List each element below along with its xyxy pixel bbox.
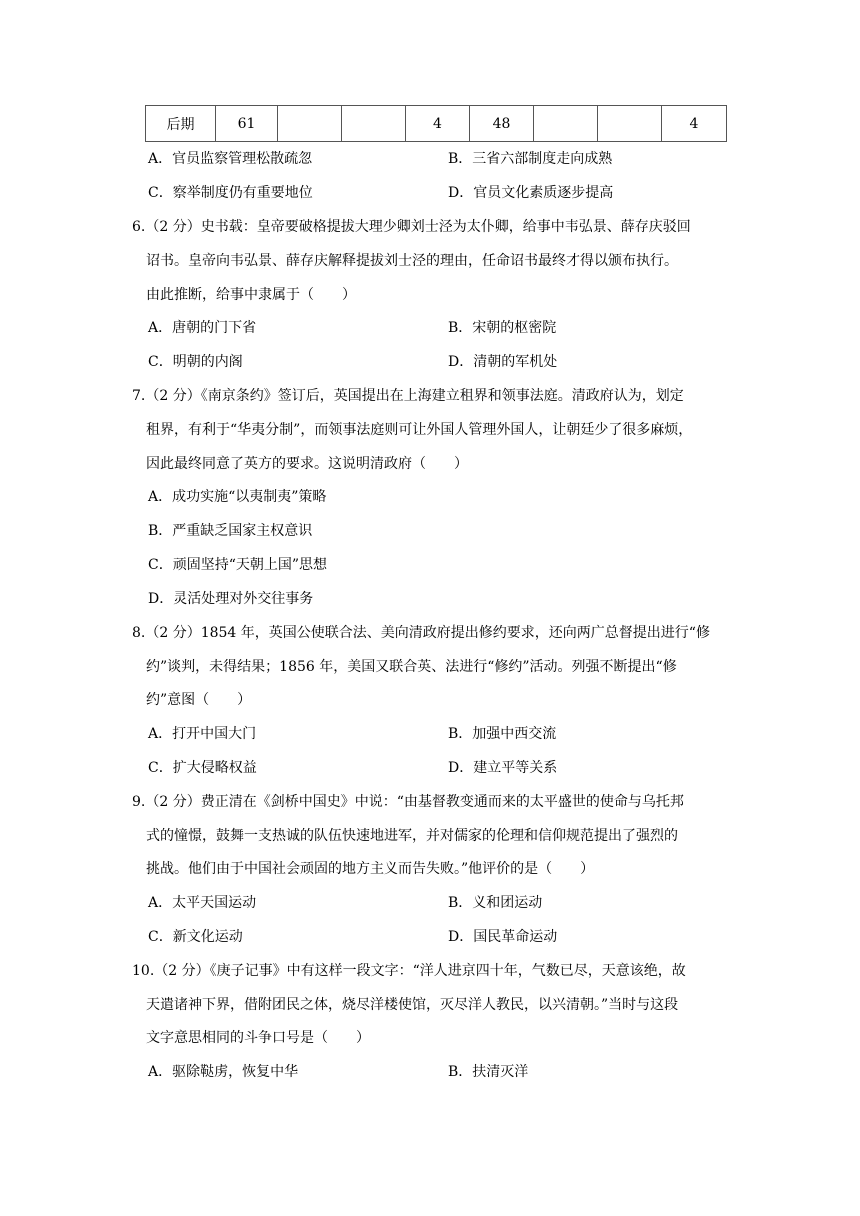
- q7-option-d: D．灵活处理对外交往事务: [148, 591, 314, 607]
- q8-stem-line-2: 约”谈判，未得结果；1856 年，美国又联合英、法进行“修约”活动。列强不断提出“修: [146, 659, 677, 675]
- q5-option-a: A．官员监察管理松散疏忽: [148, 151, 313, 167]
- table-cell: 4: [406, 106, 470, 142]
- table-cell: [598, 106, 662, 142]
- q5-option-d: D．官员文化素质逐步提高: [448, 185, 614, 201]
- q7-stem-line-1: 7.（2 分）《南京条约》签订后，英国提出在上海建立租界和领事法庭。清政府认为，划定: [132, 388, 684, 404]
- q10-option-a: A．驱除鞑虏，恢复中华: [148, 1064, 299, 1080]
- q8-option-c: C．扩大侵略权益: [148, 760, 257, 776]
- q10-stem-line-3: 文字意思相同的斗争口号是（ ）: [146, 1030, 370, 1046]
- q7-option-c: C．顽固坚持“天朝上国”思想: [148, 557, 328, 573]
- q9-option-b: B．义和团运动: [448, 895, 543, 911]
- q6-option-c: C．明朝的内阁: [148, 354, 243, 370]
- table-cell: [342, 106, 406, 142]
- q6-stem-line-1: 6.（2 分）史书载：皇帝要破格提拔大理少卿刘士泾为太仆卿，给事中韦弘景、薛存庆驳回: [132, 219, 691, 235]
- q9-stem-line-3: 挑战。他们由于中国社会顽固的地方主义而告失败。”他评价的是（ ）: [146, 861, 595, 877]
- q8-stem-line-1: 8.（2 分）1854 年，英国公使联合法、美向清政府提出修约要求，还向两广总督提出进行“修: [132, 625, 710, 641]
- q10-option-b: B．扶清灭洋: [448, 1064, 529, 1080]
- q9-option-d: D．国民革命运动: [448, 929, 558, 945]
- q8-option-b: B．加强中西交流: [448, 726, 557, 742]
- q7-option-a: A．成功实施“以夷制夷”策略: [148, 489, 327, 505]
- q7-option-b: B．严重缺乏国家主权意识: [148, 523, 313, 539]
- data-table: [145, 105, 727, 142]
- q10-stem-line-2: 天遣诸神下界，借附团民之体，烧尽洋楼使馆，灭尽洋人教民，以兴清朝。”当时与这段: [146, 997, 679, 1013]
- q6-option-a: A．唐朝的门下省: [148, 320, 257, 336]
- table-cell: [534, 106, 598, 142]
- q6-stem-line-2: 诏书。皇帝向韦弘景、薛存庆解释提拔刘士泾的理由，任命诏书最终才得以颁布执行。: [146, 253, 678, 269]
- q8-option-d: D．建立平等关系: [448, 760, 558, 776]
- q5-option-c: C．察举制度仍有重要地位: [148, 185, 313, 201]
- q5-option-b: B．三省六部制度走向成熟: [448, 151, 613, 167]
- q6-option-b: B．宋朝的枢密院: [448, 320, 557, 336]
- q6-option-d: D．清朝的军机处: [448, 354, 558, 370]
- table-row: [146, 106, 727, 142]
- q7-stem-line-3: 因此最终同意了英方的要求。这说明清政府（ ）: [146, 456, 468, 472]
- q10-stem-line-1: 10.（2 分）《庚子记事》中有这样一段文字：“洋人进京四十年，气数已尽，天意该绝，故: [132, 963, 686, 979]
- q9-option-c: C．新文化运动: [148, 929, 243, 945]
- q9-stem-line-2: 式的憧憬，鼓舞一支热诚的队伍快速地进军，并对儒家的伦理和信仰规范提出了强烈的: [146, 828, 678, 844]
- table-cell: 48: [470, 106, 534, 142]
- q9-option-a: A．太平天国运动: [148, 895, 257, 911]
- q8-stem-line-3: 约”意图（ ）: [146, 692, 252, 708]
- q9-stem-line-1: 9.（2 分）费正清在《剑桥中国史》中说：“由基督教变通而来的太平盛世的使命与乌托邦: [132, 794, 684, 810]
- q6-stem-line-3: 由此推断，给事中隶属于（ ）: [146, 287, 356, 303]
- table-cell: 61: [216, 106, 278, 142]
- table-cell: 4: [662, 106, 727, 142]
- table-cell: [278, 106, 342, 142]
- table-cell: 后期: [146, 106, 216, 142]
- q7-stem-line-2: 租界，有利于“华夷分制”，而领事法庭则可让外国人管理外国人，让朝廷少了很多麻烦，: [146, 422, 693, 438]
- q8-option-a: A．打开中国大门: [148, 726, 257, 742]
